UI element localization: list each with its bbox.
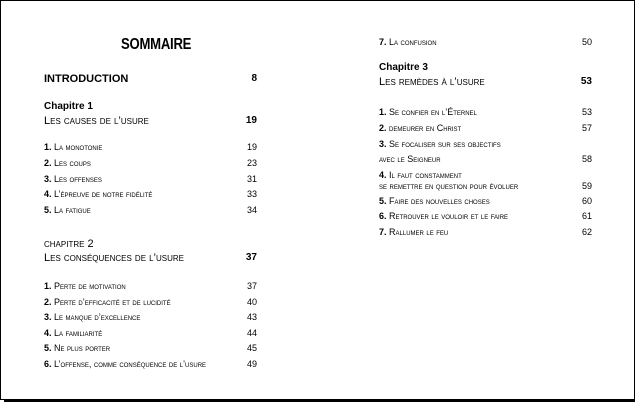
list-item: 2. Les coups: [44, 158, 91, 168]
list-item: 5. La fatigue: [44, 205, 91, 215]
list-item-continued: avec le Seigneur: [379, 154, 441, 164]
item-page: 33: [246, 189, 257, 199]
item-page: 40: [246, 297, 257, 307]
item-page: 44: [246, 328, 257, 338]
list-item: 6. Retrouver le vouloir et le faire: [379, 211, 509, 221]
item-page: 50: [581, 37, 592, 47]
list-item: 1. La monotonie: [44, 142, 103, 152]
item-page: 62: [581, 227, 592, 237]
list-item: 3. Le manque d’excellence: [44, 312, 141, 322]
chapter3-page: 53: [580, 76, 592, 87]
list-item-continued: se remettre en question pour évoluer: [379, 181, 519, 191]
item-page: 57: [581, 123, 592, 133]
page-title: SOMMAIRE: [121, 36, 192, 53]
item-page: 37: [246, 281, 257, 291]
item-page: 49: [246, 359, 257, 369]
item-page: 45: [246, 343, 257, 353]
item-page: 61: [581, 211, 592, 221]
list-item: 7. La confusion: [379, 37, 437, 47]
chapter2-subtitle: Les conséquences de l’usure: [44, 252, 184, 264]
list-item: 7. Rallumer le feu: [379, 227, 449, 237]
item-page: 53: [581, 107, 592, 117]
list-item: 3. Se focaliser sur ses objectifs: [379, 139, 501, 149]
item-page: 58: [581, 154, 592, 164]
list-item: 3. Les offenses: [44, 174, 102, 184]
chapter1-subtitle: Les causes de l’usure: [44, 115, 149, 127]
list-item: 1. Se confier en l’Éternel: [379, 107, 477, 117]
list-item: 4. L’épreuve de notre fidélité: [44, 189, 153, 199]
item-page: 59: [581, 181, 592, 191]
introduction-page: 8: [251, 73, 257, 84]
chapter3-label: Chapitre 3: [379, 62, 428, 73]
chapter3-subtitle: Les remèdes à l’usure: [379, 76, 485, 88]
list-item: 2. Perte d’efficacité et de lucidité: [44, 297, 171, 307]
list-item: 1. Perte de motivation: [44, 281, 126, 291]
item-page: 60: [581, 196, 592, 206]
list-item: 4. La familiarité: [44, 328, 103, 338]
chapter2-label: chapitre 2: [44, 238, 94, 250]
list-item: 4. Il faut constamment: [379, 170, 462, 180]
list-item: 5. Faire des nouvelles choses: [379, 196, 490, 206]
list-item: 6. L’offense, comme conséquence de l’usure: [44, 359, 207, 369]
chapter2-page: 37: [245, 252, 257, 263]
item-page: 43: [246, 312, 257, 322]
chapter1-label: Chapitre 1: [44, 101, 93, 112]
item-page: 19: [246, 142, 257, 152]
item-page: 31: [246, 174, 257, 184]
item-page: 34: [246, 205, 257, 215]
item-page: 23: [246, 158, 257, 168]
list-item: 5. Ne plus porter: [44, 343, 111, 353]
list-item: 2. demeurer en Christ: [379, 123, 462, 133]
introduction-label: INTRODUCTION: [44, 73, 129, 85]
chapter1-page: 19: [245, 115, 257, 126]
